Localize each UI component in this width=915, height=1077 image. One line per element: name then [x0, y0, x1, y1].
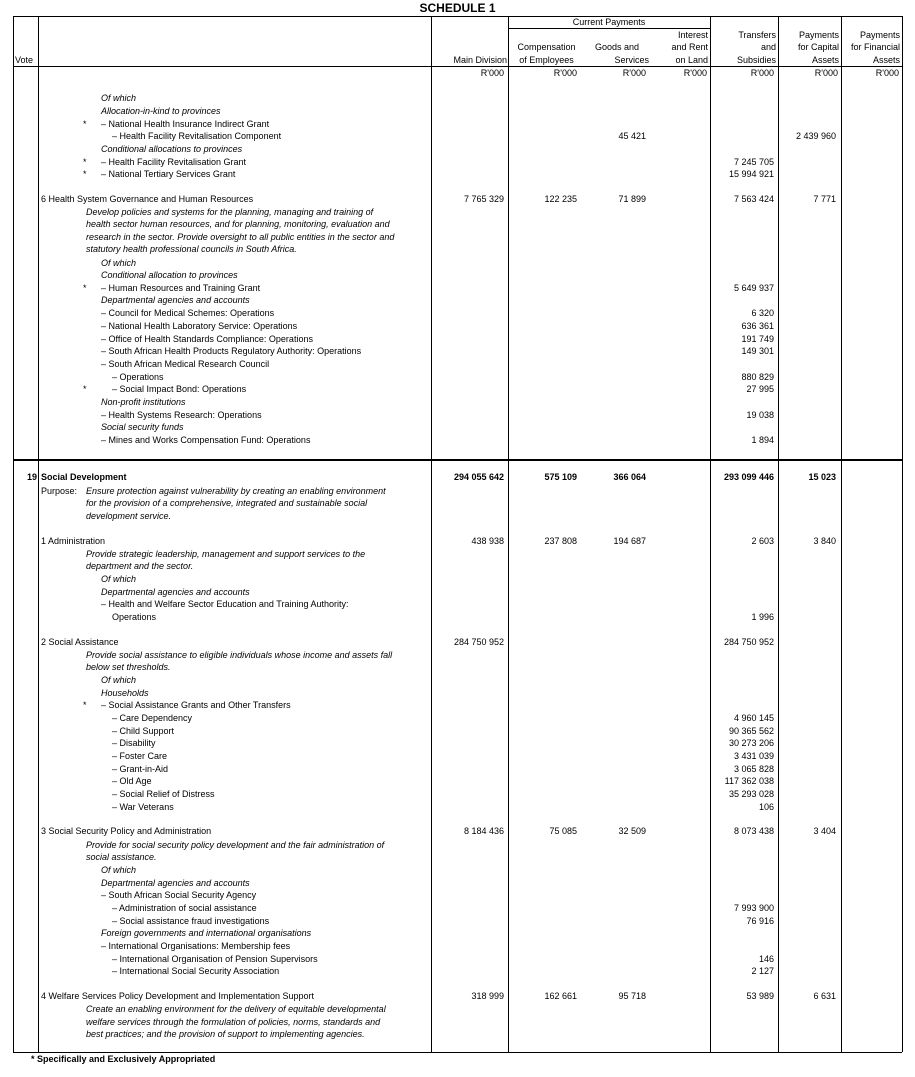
appropriation-star: *	[83, 700, 87, 710]
table-row	[13, 257, 902, 270]
table-row	[13, 231, 902, 244]
table-row	[13, 674, 902, 687]
table-border-top	[13, 16, 902, 17]
row-label: – Social Impact Bond: Operations	[112, 384, 247, 394]
row-label: Households	[101, 688, 149, 698]
header-compensation: Compensation	[517, 42, 576, 52]
value-transfers: 7 993 900	[733, 903, 774, 913]
header-transfers-subsidies: Transfers	[738, 30, 776, 40]
table-row	[13, 611, 902, 624]
value-transfers: 146	[758, 954, 774, 964]
row-label: – Disability	[112, 738, 156, 748]
header-current-payments: Current Payments	[572, 17, 646, 27]
table-row	[13, 598, 902, 611]
table-row	[13, 156, 902, 169]
header-financial-assets: Assets	[872, 55, 900, 65]
row-label: Foreign governments and international organisations	[101, 928, 312, 938]
header-capital-assets: Payments	[798, 30, 839, 40]
header-capital-assets: Assets	[811, 55, 839, 65]
row-label: – Administration of social assistance	[112, 903, 257, 913]
row-label: – Health and Welfare Sector Education and Training Authority:	[101, 599, 349, 609]
row-label: Of which	[101, 675, 137, 685]
table-row	[13, 548, 902, 561]
row-label: – International Social Security Association	[112, 966, 280, 976]
header-interest-rent: and Rent	[671, 42, 708, 52]
value-transfers: 53 989	[746, 991, 774, 1001]
row-label: – International Organisation of Pension Supervisors	[112, 954, 318, 964]
value-transfers: 15 994 921	[728, 169, 774, 179]
header-vote: Vote	[15, 55, 34, 65]
header-divider	[13, 66, 902, 67]
value-goods: 71 899	[618, 194, 646, 204]
row-label: development service.	[86, 511, 172, 521]
vote-number: 19	[26, 472, 37, 482]
row-label: – Health Facility Revitalisation Component	[112, 131, 282, 141]
header-goods-services: Goods and	[594, 42, 640, 52]
row-label: Of which	[101, 258, 137, 268]
table-row	[13, 130, 902, 143]
table-row	[13, 497, 902, 510]
appropriation-star: *	[83, 384, 87, 394]
value-goods: 366 064	[613, 472, 646, 482]
appropriation-star: *	[83, 169, 87, 179]
row-label: Operations	[112, 612, 157, 622]
row-label: welfare services through the formulation of policies, norms, standards and	[86, 1017, 381, 1027]
table-row	[13, 902, 902, 915]
header-capital-assets: for Capital	[797, 42, 839, 52]
row-label: Non-profit institutions	[101, 397, 186, 407]
row-label: Purpose:	[41, 486, 78, 496]
row-label: Conditional allocations to provinces	[101, 144, 243, 154]
value-transfers: 8 073 438	[733, 826, 774, 836]
table-row	[13, 282, 902, 295]
table-row	[13, 864, 902, 877]
row-label: – Operations	[112, 372, 164, 382]
header-interest-rent: Interest	[677, 30, 708, 40]
value-comp: 75 085	[549, 826, 577, 836]
header-main-division: Main Division	[453, 55, 507, 65]
row-label: Provide strategic leadership, management and support services to the	[86, 549, 366, 559]
value-goods: 194 687	[613, 536, 646, 546]
value-transfers: 1 894	[751, 435, 774, 445]
table-row	[13, 168, 902, 181]
header-financial-assets: Payments	[859, 30, 900, 40]
value-goods: 32 509	[618, 826, 646, 836]
value-comp: 237 808	[544, 536, 577, 546]
row-label: best practices; and the provision of support to implementing agencies.	[86, 1029, 365, 1039]
table-row	[13, 712, 902, 725]
row-label: Social Development	[41, 472, 127, 482]
row-description: Ensure protection against vulnerability by creating an enabling environment	[86, 486, 386, 496]
table-row	[13, 1003, 902, 1016]
header-financial-assets: for Financial	[850, 42, 900, 52]
table-row	[13, 687, 902, 700]
table-row	[13, 105, 902, 118]
row-label: Create an enabling environment for the delivery of equitable developmental	[86, 1004, 386, 1014]
header-compensation: of Employees	[519, 55, 574, 65]
value-transfers: 7 245 705	[733, 157, 774, 167]
table-row	[13, 851, 902, 864]
header-transfers-subsidies: Subsidies	[736, 55, 776, 65]
value-comp: 575 109	[544, 472, 577, 482]
row-label: 2 Social Assistance	[41, 637, 119, 647]
value-transfers: 284 750 952	[723, 637, 774, 647]
table-row	[13, 1028, 902, 1041]
table-row	[13, 953, 902, 966]
table-row	[13, 118, 902, 131]
table-row	[13, 193, 902, 206]
value-main: 7 765 329	[463, 194, 504, 204]
table-row	[13, 409, 902, 422]
appropriation-star: *	[83, 283, 87, 293]
value-capital: 7 771	[813, 194, 836, 204]
table-row	[13, 788, 902, 801]
table-row	[13, 320, 902, 333]
row-label: – Old Age	[112, 776, 152, 786]
row-label: – National Health Laboratory Service: Operations	[101, 321, 298, 331]
section-divider	[13, 459, 902, 461]
row-label: – South African Health Products Regulatory Authority: Operations	[101, 346, 362, 356]
value-transfers: 191 749	[741, 334, 774, 344]
value-goods: 95 718	[618, 991, 646, 1001]
table-row	[13, 750, 902, 763]
unit-label: R'000	[683, 68, 707, 78]
table-row	[13, 737, 902, 750]
row-label: Conditional allocation to provinces	[101, 270, 238, 280]
table-row	[13, 915, 902, 928]
value-main: 284 750 952	[453, 637, 504, 647]
row-label: 1 Administration	[41, 536, 106, 546]
table-row	[13, 333, 902, 346]
table-row	[13, 434, 902, 447]
value-transfers: 1 996	[751, 612, 774, 622]
table-row	[13, 763, 902, 776]
row-label: – National Tertiary Services Grant	[101, 169, 236, 179]
value-transfers: 5 649 937	[733, 283, 774, 293]
table-row	[13, 421, 902, 434]
row-label: 4 Welfare Services Policy Development and Implementation Support	[41, 991, 314, 1001]
table-row	[13, 206, 902, 219]
unit-label: R'000	[553, 68, 577, 78]
value-comp: 162 661	[544, 991, 577, 1001]
table-row	[13, 586, 902, 599]
row-label: – International Organisations: Membership fees	[101, 941, 291, 951]
table-row	[13, 535, 902, 548]
value-transfers: 293 099 446	[723, 472, 774, 482]
table-row	[13, 940, 902, 953]
value-main: 438 938	[471, 536, 504, 546]
row-label: department and the sector.	[86, 561, 194, 571]
row-label: Departmental agencies and accounts	[101, 878, 250, 888]
row-label: 6 Health System Governance and Human Resources	[41, 194, 254, 204]
row-label: – Mines and Works Compensation Fund: Operations	[101, 435, 311, 445]
unit-label: R'000	[480, 68, 504, 78]
value-main: 8 184 436	[463, 826, 504, 836]
value-capital: 2 439 960	[795, 131, 836, 141]
table-row	[13, 371, 902, 384]
value-comp: 122 235	[544, 194, 577, 204]
row-label: – Care Dependency	[112, 713, 193, 723]
row-label: Of which	[101, 865, 137, 875]
table-row	[13, 801, 902, 814]
value-transfers: 90 365 562	[728, 726, 774, 736]
table-row	[13, 877, 902, 890]
unit-label: R'000	[622, 68, 646, 78]
value-main: 294 055 642	[453, 472, 504, 482]
table-row	[13, 218, 902, 231]
table-row	[13, 143, 902, 156]
row-label: Social security funds	[101, 422, 184, 432]
table-row	[13, 889, 902, 902]
table-row	[13, 243, 902, 256]
value-transfers: 149 301	[741, 346, 774, 356]
value-transfers: 4 960 145	[733, 713, 774, 723]
row-label: – Social Assistance Grants and Other Transfers	[101, 700, 291, 710]
table-row	[13, 307, 902, 320]
row-label: – War Veterans	[112, 802, 174, 812]
row-label: research in the sector. Provide oversight to all public entities in the sector and	[86, 232, 395, 242]
row-label: – Health Facility Revitalisation Grant	[101, 157, 247, 167]
row-label: Of which	[101, 574, 137, 584]
table-row	[13, 649, 902, 662]
table-row	[13, 839, 902, 852]
footnote: * Specifically and Exclusively Appropriated	[31, 1054, 216, 1064]
value-transfers: 880 829	[741, 372, 774, 382]
row-label: for the provision of a comprehensive, integrated and sustainable social	[86, 498, 368, 508]
table-row	[13, 294, 902, 307]
row-label: health sector human resources, and for planning, monitoring, evaluation and	[86, 219, 390, 229]
table-row	[13, 358, 902, 371]
row-label: – Grant-in-Aid	[112, 764, 169, 774]
value-transfers: 2 603	[751, 536, 774, 546]
table-row	[13, 1016, 902, 1029]
unit-label: R'000	[750, 68, 774, 78]
table-row	[13, 775, 902, 788]
header-goods-services: Services	[614, 55, 649, 65]
value-transfers: 7 563 424	[733, 194, 774, 204]
value-capital: 15 023	[808, 472, 836, 482]
unit-label: R'000	[814, 68, 838, 78]
row-label: Departmental agencies and accounts	[101, 587, 250, 597]
row-label: Develop policies and systems for the planning, managing and training of	[86, 207, 374, 217]
appropriation-star: *	[83, 157, 87, 167]
table-row	[13, 661, 902, 674]
value-capital: 6 631	[813, 991, 836, 1001]
row-label: – Human Resources and Training Grant	[101, 283, 261, 293]
value-transfers: 3 431 039	[733, 751, 774, 761]
row-label: – South African Social Security Agency	[101, 890, 257, 900]
row-label: – Child Support	[112, 726, 175, 736]
row-label: Of which	[101, 93, 137, 103]
value-goods: 45 421	[618, 131, 646, 141]
table-row	[13, 269, 902, 282]
value-transfers: 27 995	[746, 384, 774, 394]
value-transfers: 117 362 038	[724, 776, 774, 786]
table-row	[13, 92, 902, 105]
value-transfers: 106	[758, 802, 774, 812]
row-label: Allocation-in-kind to provinces	[101, 106, 221, 116]
table-row	[13, 636, 902, 649]
value-capital: 3 404	[813, 826, 836, 836]
schedule-table	[13, 16, 902, 1052]
value-transfers: 35 293 028	[728, 789, 774, 799]
table-row	[13, 560, 902, 573]
row-label: – Social Relief of Distress	[112, 789, 215, 799]
table-row	[13, 510, 902, 523]
table-row	[13, 699, 902, 712]
table-row	[13, 383, 902, 396]
row-label: Departmental agencies and accounts	[101, 295, 250, 305]
table-row	[13, 825, 902, 838]
table-row	[13, 990, 902, 1003]
row-label: 3 Social Security Policy and Administration	[41, 826, 212, 836]
row-label: – Social assistance fraud investigations	[112, 916, 270, 926]
unit-label: R'000	[875, 68, 899, 78]
row-label: – Foster Care	[112, 751, 168, 761]
row-label: below set thresholds.	[86, 662, 171, 672]
header-interest-rent: on Land	[675, 55, 708, 65]
table-border-right	[902, 16, 903, 1052]
table-row	[13, 471, 902, 484]
table-row	[13, 345, 902, 358]
table-row	[13, 725, 902, 738]
header-transfers-subsidies: and	[760, 42, 776, 52]
row-label: social assistance.	[86, 852, 157, 862]
row-label: – South African Medical Research Council	[101, 359, 270, 369]
value-transfers: 6 320	[751, 308, 774, 318]
table-border-bottom	[13, 1052, 902, 1053]
row-label: Provide for social security policy development and the fair administration of	[86, 840, 385, 850]
row-label: – National Health Insurance Indirect Grant	[101, 119, 270, 129]
row-label: – Health Systems Research: Operations	[101, 410, 262, 420]
row-label: statutory health professional councils in South Africa.	[86, 244, 297, 254]
page-title: SCHEDULE 1	[419, 1, 496, 15]
value-transfers: 3 065 828	[733, 764, 774, 774]
appropriation-star: *	[83, 119, 87, 129]
value-transfers: 19 038	[746, 410, 774, 420]
value-capital: 3 840	[813, 536, 836, 546]
value-transfers: 636 361	[741, 321, 774, 331]
table-row	[13, 485, 902, 498]
table-row	[13, 396, 902, 409]
row-label: – Office of Health Standards Compliance: Operations	[101, 334, 313, 344]
value-transfers: 30 273 206	[728, 738, 774, 748]
row-label: Provide social assistance to eligible individuals whose income and assets fall	[86, 650, 393, 660]
row-label: – Council for Medical Schemes: Operations	[101, 308, 275, 318]
value-transfers: 2 127	[751, 966, 774, 976]
value-transfers: 76 916	[746, 916, 774, 926]
table-row	[13, 573, 902, 586]
table-row	[13, 965, 902, 978]
value-main: 318 999	[471, 991, 504, 1001]
table-row	[13, 927, 902, 940]
